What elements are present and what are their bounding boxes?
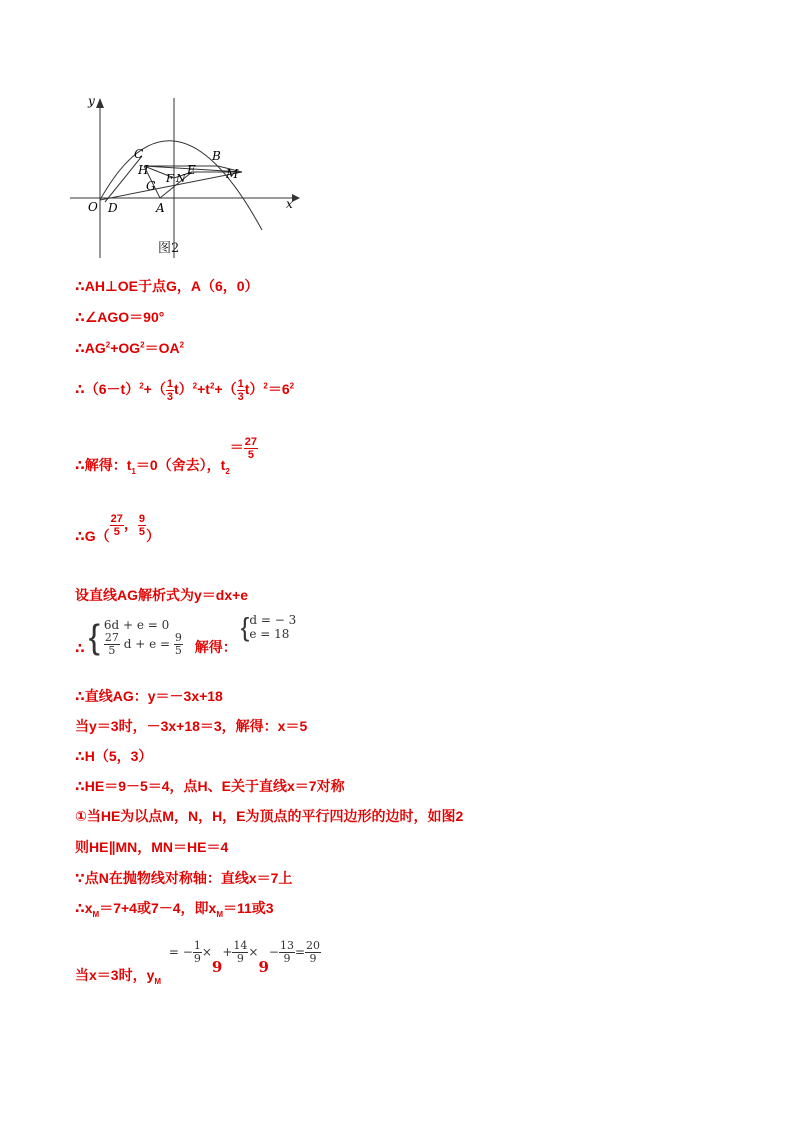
label-M: M xyxy=(226,167,239,181)
y-axis-arrow xyxy=(96,98,104,108)
label-G: G xyxy=(146,179,156,193)
fraction: $\frac{1}{9}$ xyxy=(193,939,201,965)
solution-brace: { xyxy=(240,612,250,642)
step-line-16: $\therefore x_M=7+4$或7－4，即$x_M=11$或3 xyxy=(75,900,274,919)
figure-caption: 图2 xyxy=(158,241,180,256)
step-line-17: 当x＝3时，$y_M$ = − $\frac{1}{9}$ ×9+ $\frac{14}{9}$ ×9− $\frac{13}{9}$ = $\frac{20}{9}$ xyxy=(75,939,321,986)
x-axis-arrow xyxy=(292,194,300,202)
system-brace: { xyxy=(88,618,100,657)
step-line-11: ∴H（5，3） xyxy=(75,748,153,764)
fraction: $\frac{27}{5}$ xyxy=(244,436,258,461)
label-F: F xyxy=(166,172,174,185)
fraction: $\frac{1}{3}$ xyxy=(166,378,173,403)
label-y: y xyxy=(88,94,95,108)
step-line-12: ∴HE＝9－5＝4，点H、E关于直线x＝7对称 xyxy=(75,778,345,794)
label-x: x xyxy=(286,197,293,211)
label-A: A xyxy=(156,201,165,215)
step-line-7: 设直线AG解析式为y＝dx+e xyxy=(75,587,249,603)
step-line-8: ∴ { 6d + e = 0 $\frac{27}{5}$ d + e = $\frac{9}{5}$ 解得： { d = − 3 e = 18 xyxy=(75,612,297,657)
fraction: $\frac{9}{5}$ xyxy=(138,513,146,538)
label-B: B xyxy=(212,149,221,163)
step-line-3: $\therefore AG^2+OG^2=OA^2$ xyxy=(75,340,185,356)
step-line-9: ∴直线AG：y＝－3x+18 xyxy=(75,688,223,704)
label-O: O xyxy=(88,200,98,214)
step-line-6: ∴G（ $\frac{27}{5}$ ， $\frac{9}{5}$ ） xyxy=(75,513,161,545)
fraction: $\frac{1}{3}$ xyxy=(237,378,244,403)
label-N: N xyxy=(176,172,186,185)
parabola-curve xyxy=(100,141,262,230)
equation-system: 6d + e = 0 $\frac{27}{5}$ d + e = $\frac{9}{5}$ xyxy=(103,618,182,657)
fraction: $\frac{27}{5}$ xyxy=(110,513,123,538)
step-line-4: $\therefore(6-t)^2+$（ $\frac{1}{3}$ $t)^2+t^2+$（ $\frac{1}{3}$ $t)^2=6^2$ xyxy=(75,378,295,403)
step-line-2: ∴∠AGO＝90° xyxy=(75,309,165,325)
step-line-1: ∴AH⊥OE于点G，A（6，0） xyxy=(75,278,259,294)
fraction: $\frac{9}{5}$ xyxy=(174,631,182,657)
step-line-13: ①当HE为以点M，N，H，E为顶点的平行四边形的边时，如图2 xyxy=(75,808,464,824)
label-H: H xyxy=(138,163,149,177)
step-line-15: ∵点N在抛物线对称轴：直线x＝7上 xyxy=(75,870,293,886)
parabola-figure xyxy=(70,90,310,260)
fraction: $\frac{13}{9}$ xyxy=(279,939,294,965)
label-D: D xyxy=(108,201,118,215)
solution-system: d = − 3 e = 18 xyxy=(249,613,297,641)
step-line-10: 当y＝3时，－3x+18＝3，解得：x＝5 xyxy=(75,718,308,734)
step-line-14: 则HE∥MN，MN＝HE＝4 xyxy=(75,839,229,855)
label-E: E xyxy=(187,163,196,177)
fraction: $\frac{20}{9}$ xyxy=(306,939,321,965)
y-m-expression: = − $\frac{1}{9}$ ×9+ $\frac{14}{9}$ ×9− $\frac{13}{9}$ = $\frac{20}{9}$ xyxy=(168,939,321,976)
step-line-5: ∴解得：$t_1=0$（舍去），$t_2=$ $\frac{27}{5}$ xyxy=(75,436,258,476)
fraction: $\frac{14}{9}$ xyxy=(233,939,248,965)
fraction: $\frac{27}{5}$ xyxy=(104,631,119,657)
label-C: C xyxy=(134,147,144,161)
